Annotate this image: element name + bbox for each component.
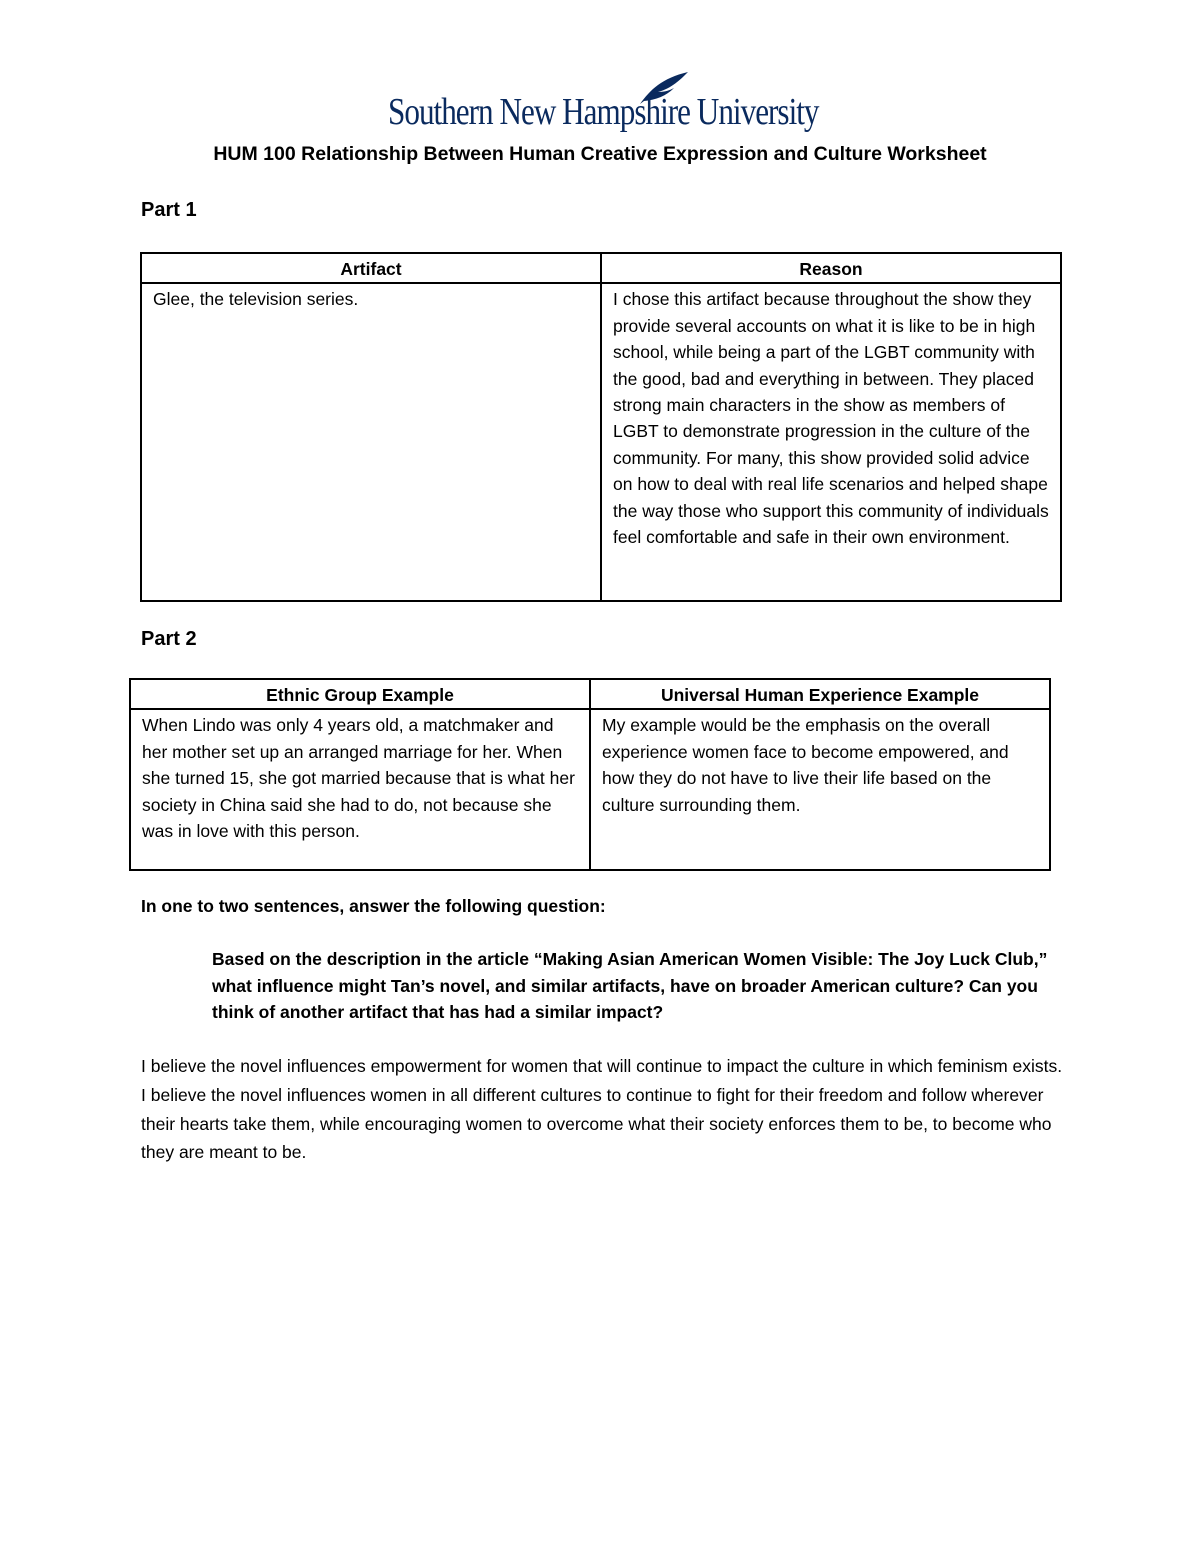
question-instruction: In one to two sentences, answer the following question: bbox=[141, 896, 606, 916]
table-row bbox=[141, 283, 1061, 601]
column-header-reason: Reason bbox=[601, 253, 1061, 283]
table-row bbox=[130, 709, 1050, 870]
artifact-cell: Glee, the television series. bbox=[141, 283, 601, 601]
answer-paragraph: I believe the novel influences empowerment for women that will continue to impact the culture in which feminism exists. I believe the novel influences women in all different cultures to continue to fight for their freedom and follow wherever their hearts take them, while encouraging women to overcome what their society enforces them to be, to become who they are meant to be. bbox=[141, 1056, 1063, 1163]
column-header-ethnic-group: Ethnic Group Example bbox=[130, 679, 590, 709]
part1-heading: Part 1 bbox=[141, 199, 197, 221]
university-logo bbox=[384, 70, 824, 138]
universal-experience-cell: My example would be the emphasis on the overall experience women face to become empowered, and how they do not have to live their life based on the culture surrounding them. bbox=[590, 709, 1050, 870]
document-title: HUM 100 Relationship Between Human Creative Expression and Culture Worksheet bbox=[213, 143, 987, 165]
part1-table bbox=[140, 252, 1062, 602]
column-header-artifact: Artifact bbox=[141, 253, 601, 283]
question-prompt: Based on the description in the article “Making Asian American Women Visible: The Joy Luck Club,” what influence might Tan’s novel, and similar artifacts, have on broader American culture? Can you think of another artifact that has had a similar impact? bbox=[212, 949, 1048, 1022]
table-header-row bbox=[141, 253, 1061, 283]
part2-heading: Part 2 bbox=[141, 628, 197, 650]
part2-table bbox=[129, 678, 1051, 871]
table-header-row bbox=[130, 679, 1050, 709]
reason-cell: I chose this artifact because throughout the show they provide several accounts on what it is like to be in high school, while being a part of the LGBT community with the good, bad and everything in between. They placed strong main characters in the show as members of LGBT to demonstrate progression in the culture of the community. For many, this show provided solid advice on how to deal with real life scenarios and helped shape the way those who support this community of individuals feel comfortable and safe in their own environment. bbox=[601, 283, 1061, 601]
logo-wordmark: Southern New Hampshire University bbox=[388, 91, 819, 133]
ethnic-group-cell: When Lindo was only 4 years old, a matchmaker and her mother set up an arranged marriage for her. When she turned 15, she got married because that is what her society in China said she had to do, not because she was in love with this person. bbox=[130, 709, 590, 870]
column-header-universal-experience: Universal Human Experience Example bbox=[590, 679, 1050, 709]
